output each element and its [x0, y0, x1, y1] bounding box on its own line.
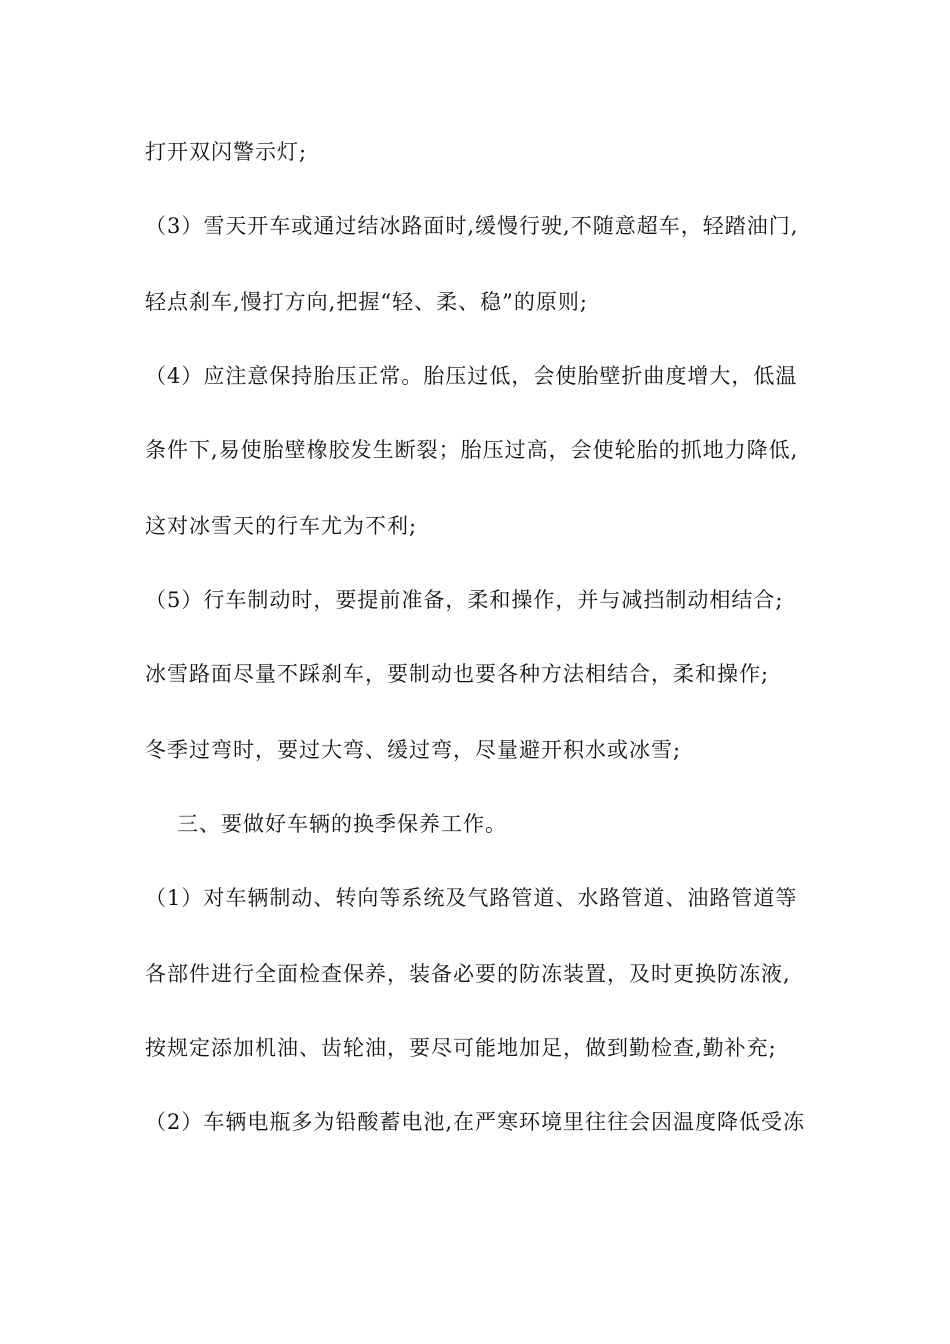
paragraph-line-12: 各部件进行全面检查保养，装备必要的防冻装置，及时更换防冻液, — [145, 962, 791, 986]
paragraph-line-9: 冬季过弯时，要过大弯、缓过弯，尽量避开积水或冰雪; — [145, 738, 682, 762]
paragraph-line-2: （3）雪天开车或通过结冰路面时,缓慢行驶,不随意超车，轻踏油门, — [145, 214, 799, 238]
paragraph-line-13: 按规定添加机油、齿轮油，要尽可能地加足，做到勤检查,勤补充; — [145, 1036, 777, 1060]
paragraph-line-8: 冰雪路面尽量不踩刹车，要制动也要各种方法相结合，柔和操作; — [145, 662, 770, 686]
paragraph-line-4: （4）应注意保持胎压正常。胎压过低，会使胎壁折曲度增大，低温 — [145, 364, 798, 388]
paragraph-line-3: 轻点刹车,慢打方向,把握“轻、柔、稳”的原则; — [145, 290, 588, 314]
paragraph-line-14: （2）车辆电瓶多为铅酸蓄电池,在严寒环境里往往会因温度降低受冻 — [145, 1110, 806, 1134]
paragraph-line-7: （5）行车制动时，要提前准备，柔和操作，并与减挡制动相结合; — [145, 588, 784, 612]
paragraph-line-1: 打开双闪警示灯; — [145, 140, 308, 164]
paragraph-line-6: 这对冰雪天的行车尤为不利; — [145, 514, 418, 538]
paragraph-line-5: 条件下,易使胎壁橡胶发生断裂；胎压过高，会使轮胎的抓地力降低, — [145, 438, 799, 462]
section-heading: 三、要做好车辆的换季保养工作。 — [177, 812, 507, 836]
paragraph-line-11: （1）对车辆制动、转向等系统及气路管道、水路管道、油路管道等 — [145, 886, 798, 910]
